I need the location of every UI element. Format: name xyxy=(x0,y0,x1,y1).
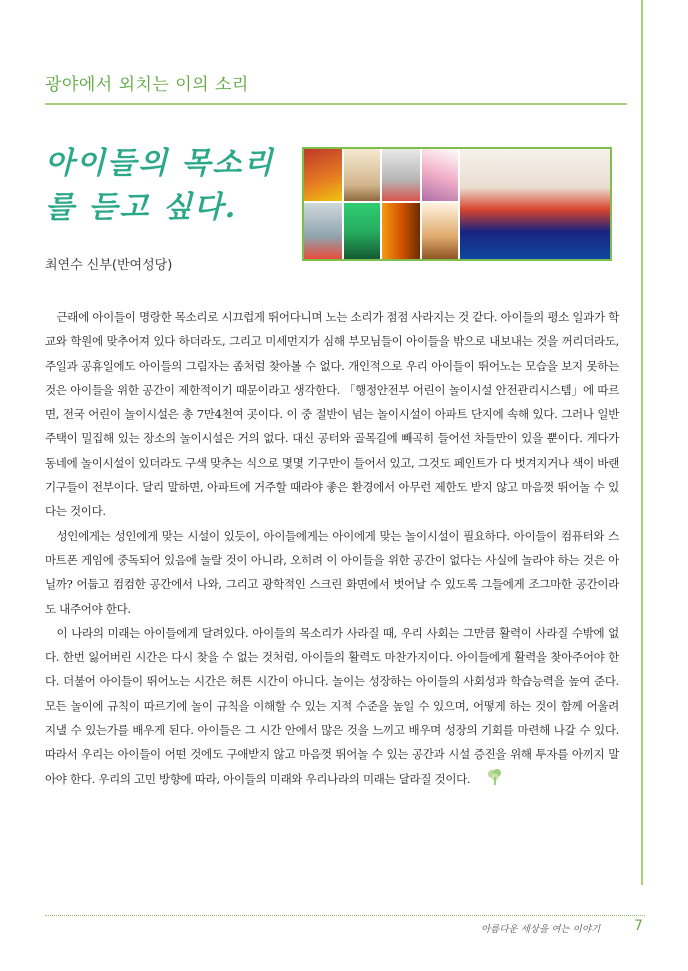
article-author: 최연수 신부(반여성당) xyxy=(45,258,173,273)
footer-divider xyxy=(45,915,645,916)
footer-publication-title: 아름다운 세상을 여는 이야기 xyxy=(481,924,601,935)
photo-bookshelf xyxy=(382,203,420,259)
article-title: 아이들의 목소리를 듣고 싶다. xyxy=(45,146,275,225)
photo-corridor xyxy=(304,203,342,259)
article-paragraph: 근래에 아이들이 명랑한 목소리로 시끄럽게 뛰어다니며 노는 소리가 점점 사라지는 것 같다. 아이들의 평소 일과가 학교와 학원에 맞추어져 있다 하더라도, 그리고 미세먼지가 심해 부모님들이 아이들을 밖으로 내보내는 것을 꺼리더라도, 주일과 공휴일에도 아이들의 그림자는 좀처럼 찾아볼 수 없다. 개인적으로 우리 아이들이 뛰어노는 모습을 보지 못하는 것은 아이들을 위한 공간이 제한적이기 때문이라고 생각한다. 「행정안전부 어린이 놀이시설 안전관리시스템」에 따르면, 전국 어린이 놀이시설은 총 7만4천여 곳이다. 이 중 절반이 넘는 놀이시설이 아파트 단지에 속해 있다. 그러나 일반 주택이 밀집해 있는 장소의 놀이시설은 거의 없다. 대신 공터와 골목길에 빼곡히 들어선 차들만이 있을 뿐이다. 게다가 동네에 놀이시설이 있더라도 구색 맞추는 식으로 몇몇 기구만이 들어서 있고, 그것도 페인트가 다 벗겨지거나 색이 바랜 기구들이 전부이다. 달리 말하면, 아파트에 거주할 때라야 좋은 환경에서 아무런 제한도 받지 않고 마음껏 뛰어놀 수 있다는 것이다. xyxy=(45,310,619,519)
section-title: 광야에서 외치는 이의 소리 xyxy=(45,75,249,95)
photo-playroom xyxy=(304,149,342,201)
photo-lounge xyxy=(422,203,458,259)
photo-arcade xyxy=(460,149,610,259)
article-paragraph xyxy=(45,621,619,791)
section-divider xyxy=(45,103,627,105)
article-body xyxy=(45,305,619,791)
article-paragraph-text: 이 나라의 미래는 아이들에게 달려있다. 아이들의 목소리가 사라질 때, 우리 사회는 그만큼 활력이 사라질 수밖에 없다. 한번 잃어버린 시간은 다시 찾을 수 없는 것처럼, 아이들의 활력도 마찬가지이다. 아이들에게 활력을 찾아주어야 한다. 더불어 아이들이 뛰어노는 시간은 허튼 시간이 아니다. 놀이는 성장하는 아이들의 사회성과 학습능력을 높여 준다. 모든 놀이에 규칙이 따르기에 놀이 규칙을 이해할 수 있는 지적 수준을 높일 수 있으며, 어떻게 하는 것이 함께 어울려 지낼 수 있는가를 배우게 된다. 아이들은 그 시간 안에서 많은 것을 느끼고 배우며 성장의 기회를 마련해 나갈 수 있다. 따라서 우리는 아이들이 어떤 것에도 구애받지 않고 마음껏 뛰어놀 수 있는 공간과 시설 증진을 위해 투자를 아끼지 말아야 한다. 우리의 고민 방향에 따라, 아이들의 미래와 우리나라의 미래는 달라질 것이다. xyxy=(45,625,619,786)
article-paragraph: 성인에게는 성인에게 맞는 시설이 있듯이, 아이들에게는 아이에게 맞는 놀이시설이 필요하다. 아이들이 컴퓨터와 스마트폰 게임에 중독되어 있음에 놀랄 것이 아니라, 오히려 이 아이들을 위한 공간이 없다는 사실에 놀라야 하는 것은 아닐까? 어둡고 컴컴한 공간에서 나와, 그리고 광학적인 스크린 화면에서 벗어날 수 있도록 그들에게 조그마한 공간이라도 내주어야 한다. xyxy=(45,528,619,616)
page-number: 7 xyxy=(634,918,643,934)
tree-icon xyxy=(473,768,493,786)
photo-gym xyxy=(344,149,380,201)
page-margin-line xyxy=(641,0,643,885)
photo-climbing xyxy=(344,203,380,259)
photo-hall xyxy=(382,149,420,201)
playground-photo-collage xyxy=(302,147,612,261)
photo-kids xyxy=(422,149,458,201)
